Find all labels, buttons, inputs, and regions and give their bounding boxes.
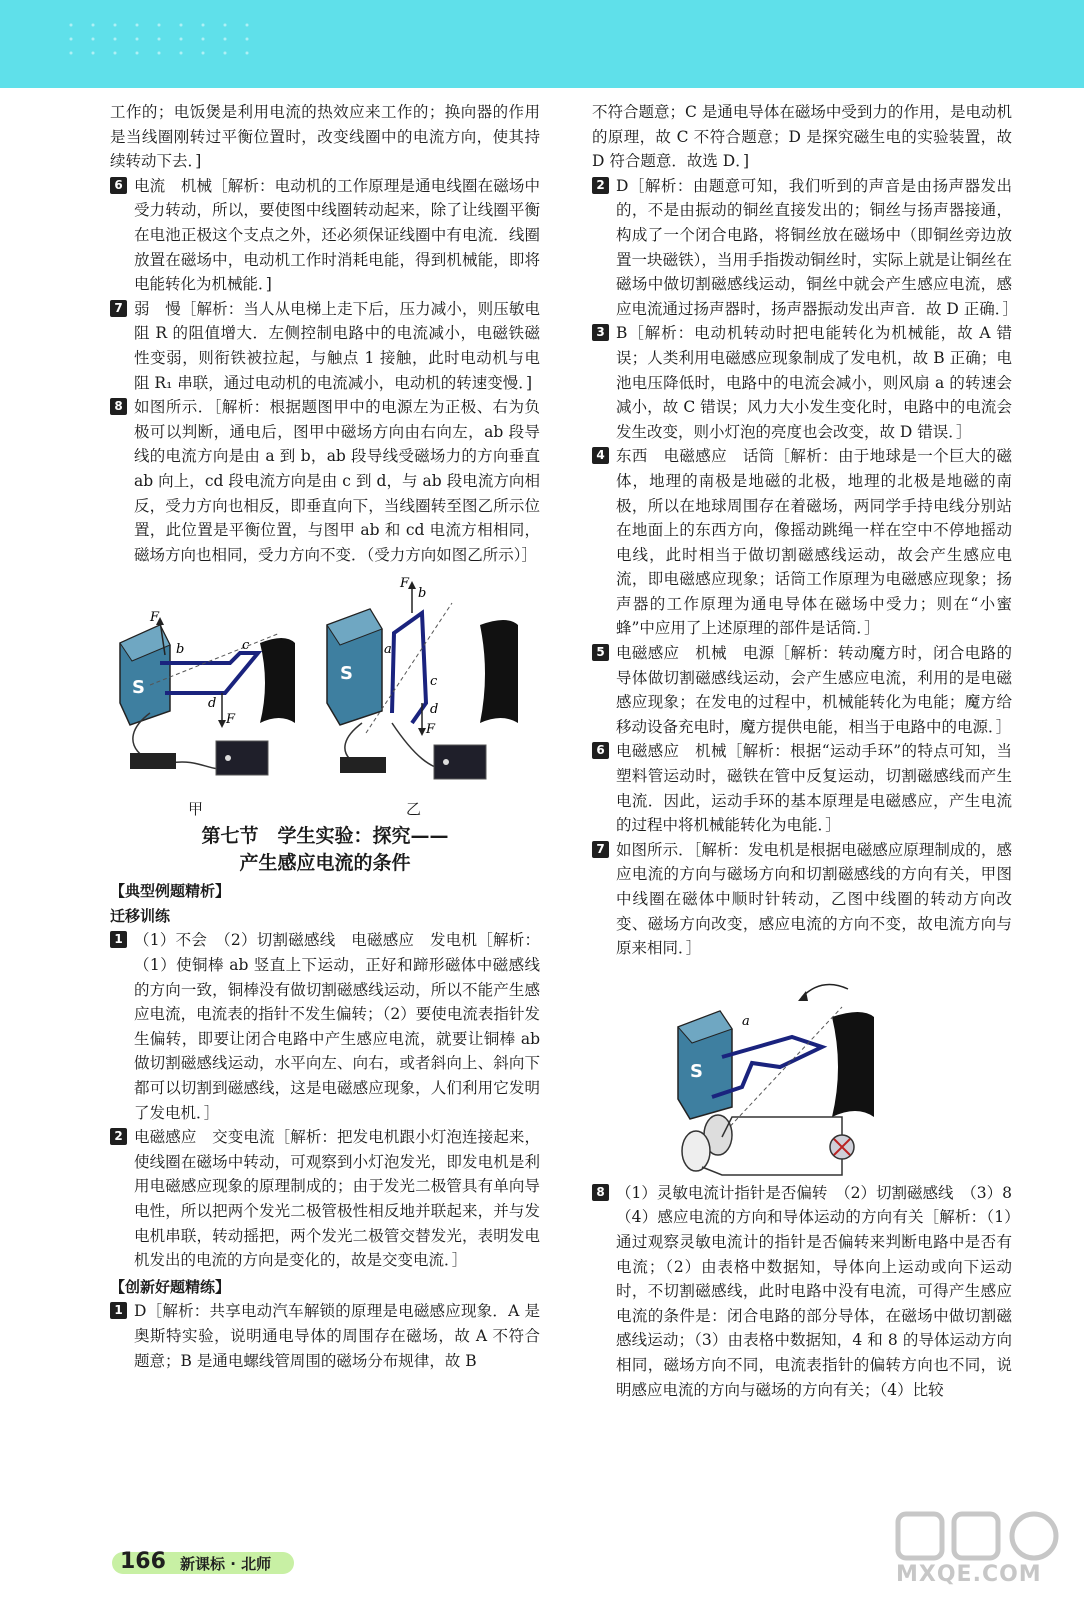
watermark-text: MXQE.COM <box>896 1562 1042 1587</box>
heading-innovation: 【创新好题精练】 <box>110 1277 231 1296</box>
item-number: 7 <box>110 300 127 317</box>
answer-item <box>592 739 1012 837</box>
watermark-logo-icon <box>892 1508 1072 1564</box>
label-F-down: F <box>426 722 436 738</box>
label-a: a <box>384 642 392 658</box>
section-title-line1: 第七节 学生实验：探究—— <box>201 825 449 848</box>
heading-transfer: 迁移训练 <box>110 906 171 925</box>
label-a: a <box>742 1013 750 1029</box>
label-d: d <box>430 702 439 718</box>
slip-ring <box>682 1131 710 1171</box>
answer-item <box>592 174 1019 322</box>
generator-diagram <box>592 967 1012 1181</box>
magnet-n-pole <box>480 620 518 723</box>
item-number: 1 <box>110 931 127 948</box>
top-color-band <box>0 0 1084 88</box>
watermark <box>892 1508 1072 1596</box>
answer-item <box>592 641 1012 739</box>
caption-jia: 甲 <box>188 800 204 819</box>
page-number: 166 <box>120 1549 166 1574</box>
left-column <box>110 100 540 1373</box>
answer-text: 如图所示．［解析：发电机是根据电磁感应原理制成的，感应电流的方向与磁场方向和切割磁感线的方向有关，甲图中线圈在磁体中顺时针转动，乙图中线圈的转动方向改变、磁场方向改变，感应电流的方向不变，故电流方向与原来相同．］ <box>616 840 1012 958</box>
answer-item <box>110 297 540 395</box>
label-c: c <box>430 674 438 690</box>
answer-text: 电磁感应 交变电流［解析：把发电机跟小灯泡连接起来，使线圈在磁场中转动，可观察到小灯泡发光，即发电机是利用电磁感应现象的原理制成的；由于发光二极管具有单向导电性，所以把两个发光二极管极性相反地并联起来，并与发电机串联，转动摇把，两个发光二极管交替发光，表明发电机发出的电流的方向是变化的，故是交变电流．］ <box>134 1128 540 1270</box>
item-number: 6 <box>110 177 127 194</box>
section-title <box>110 823 540 877</box>
answer-item <box>110 928 540 1125</box>
magnet-s-label: S <box>340 663 353 685</box>
answer-text: 弱 慢［解析：当人从电梯上走下后，压力减小，则压敏电阻 R 的阻值增大．左侧控制电路中的电流减小，电磁铁磁性变弱，则衔铁被拉起，与触点 1 接触，此时电动机与电阻 R₁ 串联，通过电动机的电流减小，电动机的转速变慢．] <box>134 299 540 392</box>
diagram-yi <box>327 576 518 779</box>
answer-item <box>110 1299 540 1373</box>
answer-text: D［解析：由题意可知，我们听到的声音是由扬声器发出的，不是由振动的铜丝直接发出的；铜丝与扬声器接通，构成了一个闭合电路，将铜丝放在磁场中（即铜丝旁边放置一块磁铁），当用手指拨动铜丝时，实际上就是让铜丝在磁场中做切割磁感线运动，铜丝中就会产生感应电流，感应电流通过扬声器时，扬声器振动发出声音．故 D 正确．］ <box>616 176 1019 318</box>
label-F-down: F <box>226 712 236 728</box>
answer-text: 电磁感应 机械［解析：根据“运动手环”的特点可知，当塑料管运动时，磁铁在管中反复运动，切割磁感线而产生电流．因此，运动手环的基本原理是电磁感应，产生电流的过程中将机械能转化为电能．］ <box>616 742 1012 835</box>
answer-text: （1）不会 （2）切割磁感线 电磁感应 发电机［解析：（1）使铜棒 ab 竖直上下运动，正好和蹄形磁体中磁感线的方向一致，铜棒没有做切割磁感线运动，所以不能产生感应电流，电流表的指针不发生偏转；（2）要使电流表指针发生偏转，即要让闭合电路中产生感应电流，就要让铜棒 ab 做切割磁感线运动，水平向左、向右，或者斜向上、斜向下都可以切割到磁感线，这是电磁感应现象，人们利用它发明了发电机．］ <box>134 931 540 1122</box>
motor-coil-diagram <box>110 573 540 795</box>
answer-text: B［解析：电动机转动时把电能转化为机械能，故 A 错误；人类利用电磁感应现象制成了发电机，故 B 正确；电池电压降低时，电路中的电流会减小，则风扇 a 的转速会减小，故 C 错误；风力大小发生变化时，电路中的电流会发生改变，则小灯泡的亮度也会改变，故 D 错误．］ <box>616 324 1012 441</box>
answer-item <box>592 838 1012 961</box>
answer-item <box>592 321 1012 444</box>
item-number: 1 <box>110 1302 127 1319</box>
page-footer <box>112 1548 312 1578</box>
answer-text: 东西 电磁感应 话筒［解析：由于地球是一个巨大的磁体，地理的南极是地磁的北极，地理的北极是地磁的南极，所以在地球周围存在着磁场，两同学手持电线分别站在地面上的东西方向，像摇动跳绳一样在空中不停地摇动电线，此时相当于做切割磁感线运动，故会产生感应电流，即电磁感应现象；话筒工作原理为电磁感应现象；扬声器的工作原理为通电导体在磁场中受力；则在“小蜜蜂”中应用了上述原理的部件是话筒．］ <box>616 447 1012 638</box>
answer-text: （1）灵敏电流计指针是否偏转 （2）切割磁感线 （3）8 （4）感应电流的方向和导体运动的方向有关［解析：（1）通过观察灵敏电流计的指针是否偏转来判断电路中是否有电流；（2）由表格中数据知，导体向上运动或向下运动时，不切割磁感线，此时电路中没有电流，可得产生感应电流的条件是：闭合电路的部分导体，在磁场中做切割磁感线运动；（3）由表格中数据知，4 和 8 的导体运动方向相同，磁场方向不同，电流表指针的偏转方向也不同，说明感应电流的方向与磁场的方向有关；（4）比较 <box>616 1183 1028 1399</box>
label-d: d <box>208 696 217 712</box>
answer-text: 电流 机械［解析：电动机的工作原理是通电线圈在磁场中受力转动，所以，要使图中线圈转动起来，除了让线圈平衡在电池正极这个支点之外，还必须保证线圈中有电流．线圈放置在磁场中，电动机工作时消耗电能，得到机械能，即将电能转化为机械能．] <box>134 176 540 294</box>
item-number: 2 <box>592 177 609 194</box>
edition-label: 新课标 · 北师 <box>180 1555 272 1573</box>
answer-item <box>110 1125 540 1273</box>
item-number: 7 <box>592 841 609 858</box>
continued-text: 不符合题意；C 是通电导体在磁场中受到力的作用，是电动机的原理，故 C 不符合题意；D 是探究磁生电的实验装置，故 D 符合题意．故选 D．] <box>592 103 1012 171</box>
label-F: F <box>400 576 410 592</box>
label-F: F <box>150 610 160 626</box>
label-b: b <box>418 586 427 602</box>
power-supply <box>216 741 268 775</box>
section-title-line2: 产生感应电流的条件 <box>239 852 411 875</box>
magnet-n-pole <box>832 1012 874 1117</box>
label-c: c <box>242 638 250 654</box>
generator-diagram-figure <box>592 967 1012 1181</box>
label-b: b <box>176 642 185 658</box>
answer-text: 如图所示．［解析：根据题图甲中的电源左为正极、右为负极可以判断，通电后，图甲中磁场方向由右向左，ab 段导线的电流方向是由 a 到 b，ab 段导线受磁场力的方向垂直 ab 向上，cd 段电流方向是由 c 到 d，与 ab 段电流方向相反，受力方向也相反，即垂直向下，当线圈转至图乙所示位置，此位置是平衡位置，与图甲 ab 和 cd 电流方相相同，磁场方向也相同，受力方向不变．（受力方向如图乙所示）］ <box>134 398 540 564</box>
rotation-arrow <box>802 984 848 997</box>
magnet-s-label: S <box>132 677 145 699</box>
right-column <box>592 100 1028 1402</box>
switch <box>130 753 176 769</box>
heading-examples: 【典型例题精析】 <box>110 882 231 901</box>
caption-yi: 乙 <box>406 800 422 819</box>
answer-item <box>592 1181 1028 1402</box>
diagram-jia <box>120 610 295 775</box>
motor-diagram-figure <box>110 573 540 821</box>
item-number: 5 <box>592 644 609 661</box>
item-number: 6 <box>592 742 609 759</box>
item-number: 8 <box>110 398 127 415</box>
item-number: 2 <box>110 1128 127 1145</box>
power-supply <box>434 745 486 779</box>
item-number: 3 <box>592 324 609 341</box>
decorative-dots <box>60 18 260 58</box>
answer-item <box>592 444 1012 641</box>
continued-text: 工作的；电饭煲是利用电流的热效应来工作的；换向器的作用是当线圈刚转过平衡位置时，改变线圈中的电流方向，使其持续转动下去．] <box>110 103 540 171</box>
answer-item <box>110 395 540 567</box>
answer-text: 电磁感应 机械 电源［解析：转动魔方时，闭合电路的导体做切割磁感线运动，会产生感应电流，利用的是电磁感应现象；在发电的过程中，机械能转化为电能；魔方给移动设备充电时，魔方提供电能，相当于电路中的电源．］ <box>616 644 1012 736</box>
item-number: 8 <box>592 1184 609 1201</box>
item-number: 4 <box>592 447 609 464</box>
magnet-s-label: S <box>690 1060 703 1082</box>
switch <box>340 757 386 773</box>
answer-text: D［解析：共享电动汽车解锁的原理是电磁感应现象．A 是奥斯特实验，说明通电导体的周围存在磁场，故 A 不符合题意；B 是通电螺线管周围的磁场分布规律，故 B <box>134 1302 540 1370</box>
answer-item <box>110 174 540 297</box>
magnet-n-pole <box>260 638 295 723</box>
